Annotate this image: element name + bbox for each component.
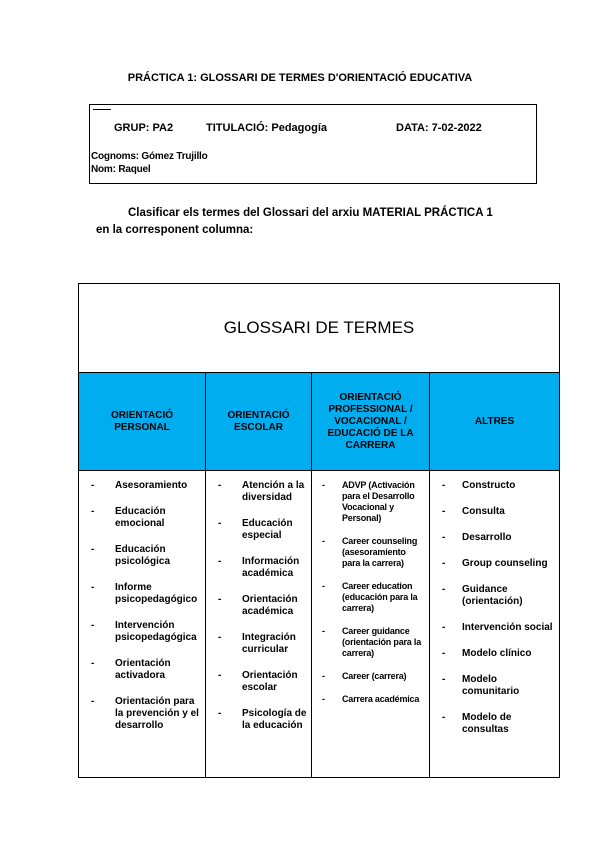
list-item: - Modelo comunitario <box>436 674 556 698</box>
column-professional <box>312 471 430 778</box>
glossary-title: GLOSSARI DE TERMES <box>79 284 560 373</box>
column-altres <box>430 471 560 778</box>
page-title: PRÁCTICA 1: GLOSSARI DE TERMES D'ORIENTACIÓ EDUCATIVA <box>127 72 473 84</box>
list-item: - Educación psicológica <box>85 544 202 568</box>
header-professional: ORIENTACIÓ PROFESSIONAL / VOCACIONAL / EDUCACIÓ DE LA CARRERA <box>312 373 430 471</box>
list-item: - Consulta <box>436 506 556 518</box>
list-item: - Career (carrera) <box>318 671 426 682</box>
header-altres: ALTRES <box>430 373 560 471</box>
list-item: - Intervención social <box>436 622 556 634</box>
list-item: - Career guidance (orientación para la carrera) <box>318 626 426 659</box>
column-escolar <box>206 471 312 778</box>
date-field: DATA: 7-02-2022 <box>396 122 482 134</box>
list-item: - Constructo <box>436 480 556 492</box>
list-item: - Orientación activadora <box>85 658 202 682</box>
list-item: - Intervención psicopedagógica <box>85 620 202 644</box>
group-field: GRUP: PA2 <box>114 122 174 134</box>
surname-field: Cognoms: Gómez Trujillo <box>91 151 208 162</box>
divider <box>93 109 111 110</box>
list-item: - Educación emocional <box>85 506 202 530</box>
instruction-line-2: en la corresponent columna: <box>96 224 254 236</box>
list-item: - Asesoramiento <box>85 480 202 492</box>
list-item: - Educación especial <box>212 518 308 542</box>
list-item: - Career education (educación para la carrera) <box>318 581 426 614</box>
list-item: - Información académica <box>212 556 308 580</box>
list-item: - Group counseling <box>436 558 556 570</box>
instructions <box>96 205 536 239</box>
list-item: - Psicología de la educación <box>212 708 308 732</box>
glossary-table <box>78 283 560 778</box>
header-personal: ORIENTACIÓ PERSONAL <box>79 373 206 471</box>
list-item: - Modelo de consultas <box>436 712 556 736</box>
list-item: - Atención a la diversidad <box>212 480 308 504</box>
list-item: - Orientación escolar <box>212 670 308 694</box>
list-item: - Desarrollo <box>436 532 556 544</box>
student-info-box <box>89 104 537 184</box>
list-item: - Informe psicopedagógico <box>85 582 202 606</box>
header-escolar: ORIENTACIÓ ESCOLAR <box>206 373 312 471</box>
list-item: - Orientación para la prevención y el desarrollo <box>85 696 202 732</box>
degree-field: TITULACIÓ: Pedagogía <box>206 122 327 134</box>
instruction-line-1: Clasificar els termes del Glossari del arxiu MATERIAL PRÁCTICA 1 <box>128 207 493 219</box>
name-field: Nom: Raquel <box>91 164 151 175</box>
list-item: - Carrera académica <box>318 694 426 705</box>
list-item: - ADVP (Activación para el Desarrollo Vocacional y Personal) <box>318 480 426 524</box>
list-item: - Guidance (orientación) <box>436 584 556 608</box>
list-item: - Orientación académica <box>212 594 308 618</box>
list-item: - Modelo clínico <box>436 648 556 660</box>
column-personal <box>79 471 206 778</box>
list-item: - Integración curricular <box>212 632 308 656</box>
list-item: - Career counseling (asesoramiento para la carrera) <box>318 536 426 569</box>
